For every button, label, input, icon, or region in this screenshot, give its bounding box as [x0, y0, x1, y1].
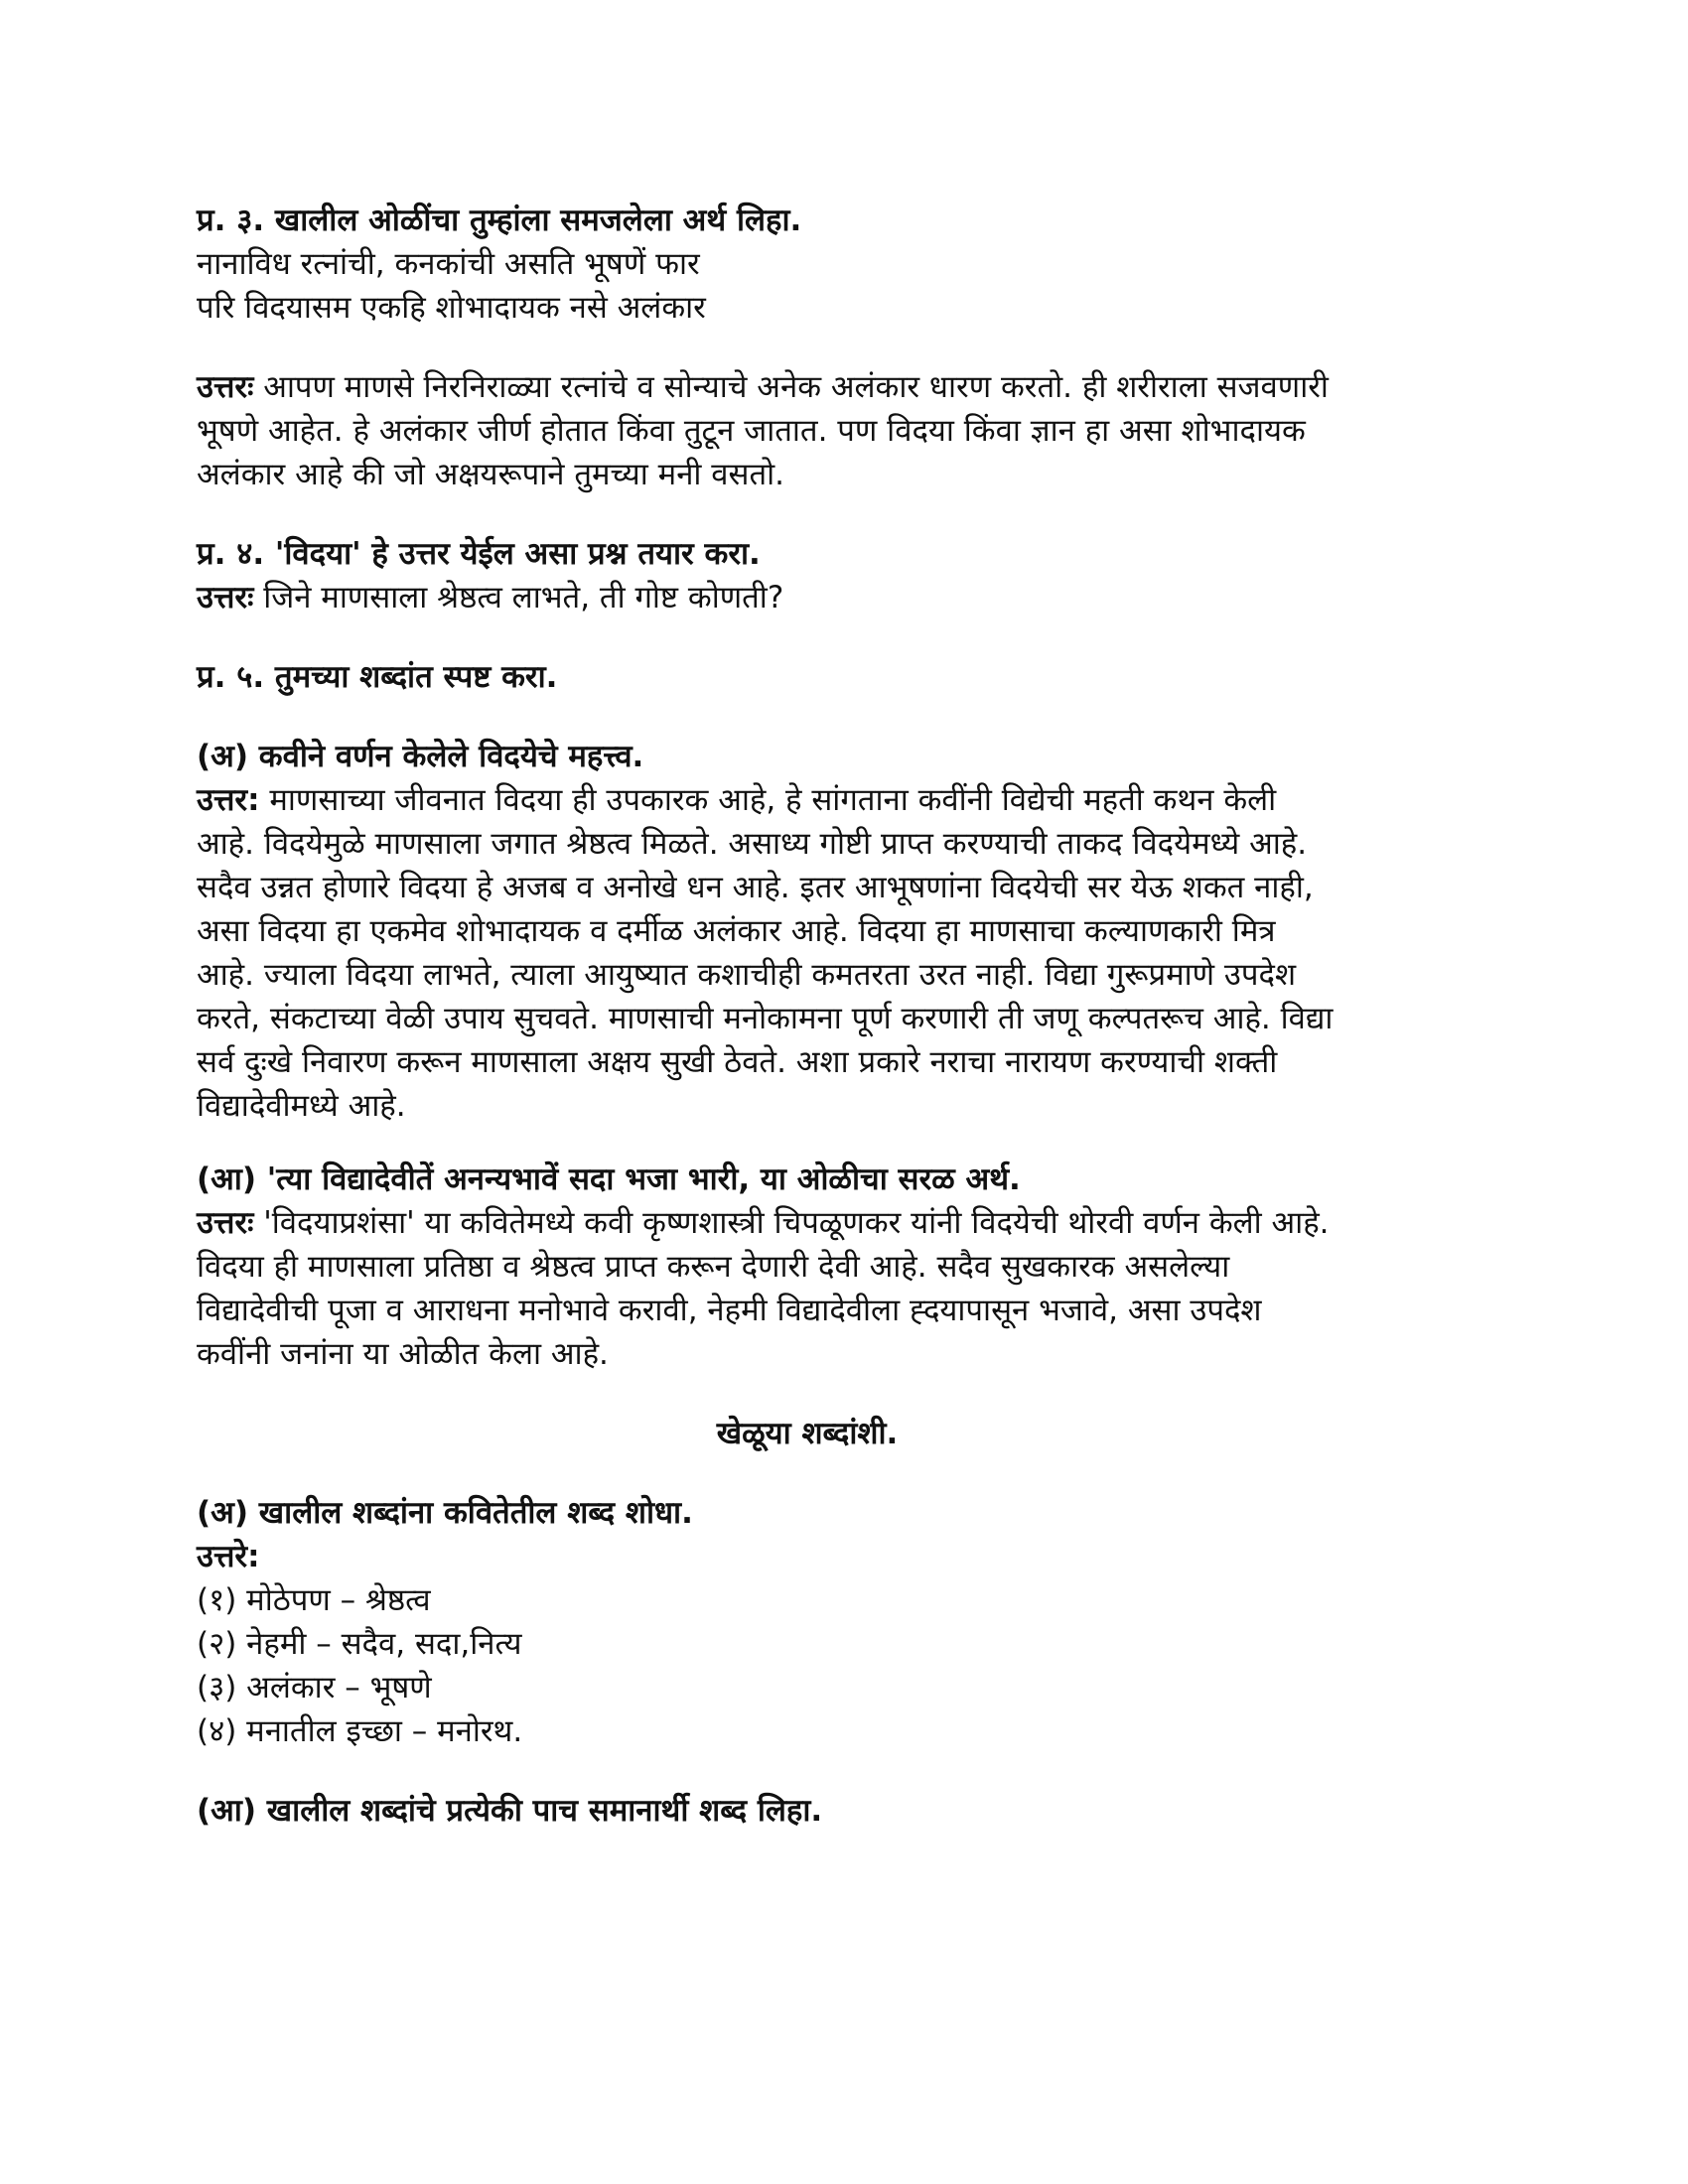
answer-label: उत्तरः — [197, 369, 254, 405]
question-3-answer-line-1: उत्तरः आपण माणसे निरनिराळ्या रत्नांचे व सोन्याचे अनेक अलंकार धारण करतो. ही शरीराला सजवणारी — [197, 369, 1329, 405]
question-3-answer-line-3: अलंकार आहे की जो अक्षयरूपाने तुमच्या मनी वसतो. — [197, 457, 785, 492]
question-5aa-answer-line-1: उत्तरः 'विदयाप्रशंसा' या कवितेमध्ये कवी कृष्णशास्त्री चिपळूणकर यांनी विदयेची थोरवी वर्णन केली आहे. — [197, 1205, 1330, 1241]
question-5a-answer-line-1: उत्तर: माणसाच्या जीवनात विदया ही उपकारक आहे, हे सांगताना कवींनी विद्येची महती कथन केली — [197, 782, 1277, 818]
list-item: (१) मोठेपण – श्रेष्ठत्व — [197, 1582, 431, 1618]
answer-label: उत्तरः — [197, 1205, 254, 1241]
question-5a-answer-line-3: सदैव उन्नत होणारे विदया हे अजब व अनोखे धन आहे. इतर आभूषणांना विदयेची सर येऊ शकत नाही, — [197, 870, 1314, 905]
question-5a-answer-line-2: आहे. विदयेमुळे माणसाला जगात श्रेष्ठत्व मिळते. असाध्य गोष्टी प्राप्त करण्याची ताकद विदयेमध्ये आहे. — [197, 826, 1308, 862]
answer-label: उत्तर: — [197, 782, 260, 818]
question-5a-answer-line-8: विद्यादेवीमध्ये आहे. — [197, 1088, 406, 1124]
list-item: (३) अलंकार – भूषणे — [197, 1670, 432, 1706]
question-5a-answer-line-6: करते, संकटाच्या वेळी उपाय सुचवते. माणसाची मनोकामना पूर्ण करणारी ती जणू कल्पतरूच आहे. विद्या — [197, 1001, 1334, 1036]
question-5a-heading: (अ) कवीने वर्णन केलेले विदयेचे महत्त्व. — [197, 739, 644, 774]
question-5a-answer-line-4: असा विदया हा एकमेव शोभादायक व दर्मीळ अलंकार आहे. विदया हा माणसाचा कल्याणकारी मित्र — [197, 913, 1276, 949]
question-5a-answer-line-5: आहे. ज्याला विदया लाभते, त्याला आयुष्यात कशाचीही कमतरता उरत नाही. विद्या गुरूप्रमाणे उपदेश — [197, 957, 1297, 993]
question-4-answer: उत्तरः जिने माणसाला श्रेष्ठत्व लाभते, ती गोष्ट कोणती? — [197, 580, 784, 615]
question-5aa-answer-line-2: विदया ही माणसाला प्रतिष्ठा व श्रेष्ठत्व प्राप्त करून देणारी देवी आहे. सदैव सुखकारक असलेल्या — [197, 1249, 1230, 1285]
section-a-heading: (अ) खालील शब्दांना कवितेतील शब्द शोधा. — [197, 1495, 693, 1531]
section-a-answers-label: उत्तरे: — [197, 1539, 260, 1574]
question-5-heading: प्र. ५. तुमच्या शब्दांत स्पष्ट करा. — [197, 659, 558, 695]
question-3-heading: प्र. ३. खालील ओळींचा तुम्हांला समजलेला अर्थ लिहा. — [197, 203, 802, 238]
section-title: खेळूया शब्दांशी. — [716, 1416, 899, 1451]
document-page — [197, 199, 1507, 1833]
poem-line-2: परि विदयासम एकहि शोभादायक नसे अलंकार — [197, 290, 706, 326]
answer-label: उत्तरः — [197, 580, 254, 615]
list-item: (४) मनातील इच्छा – मनोरथ. — [197, 1713, 523, 1749]
question-5a-answer-line-7: सर्व दुःखे निवारण करून माणसाला अक्षय सुखी ठेवते. अशा प्रकारे नराचा नारायण करण्याची शक्ती — [197, 1044, 1278, 1080]
question-5aa-answer-line-4: कवींनी जनांना या ओळीत केला आहे. — [197, 1336, 609, 1372]
question-5aa-answer-line-3: विद्यादेवीची पूजा व आराधना मनोभावे करावी, नेहमी विद्यादेवीला ह्दयापासून भजावे, असा उपदेश — [197, 1293, 1262, 1328]
list-item: (२) नेहमी – सदैव, सदा,नित्य — [197, 1626, 522, 1662]
question-3-answer-line-2: भूषणे आहेत. हे अलंकार जीर्ण होतात किंवा तुटून जातात. पण विदया किंवा ज्ञान हा असा शोभादायक — [197, 413, 1306, 449]
poem-line-1: नानाविध रत्नांची, कनकांची असति भूषणें फार — [197, 246, 700, 282]
question-5aa-heading: (आ) 'त्या विद्यादेवीतें अनन्यभावें सदा भजा भारी, या ओळीचा सरळ अर्थ. — [197, 1161, 1021, 1197]
question-4-heading: प्र. ४. 'विदया' हे उत्तर येईल असा प्रश्न तयार करा. — [197, 536, 761, 572]
section-aa-heading: (आ) खालील शब्दांचे प्रत्येकी पाच समानार्थी शब्द लिहा. — [197, 1793, 823, 1829]
